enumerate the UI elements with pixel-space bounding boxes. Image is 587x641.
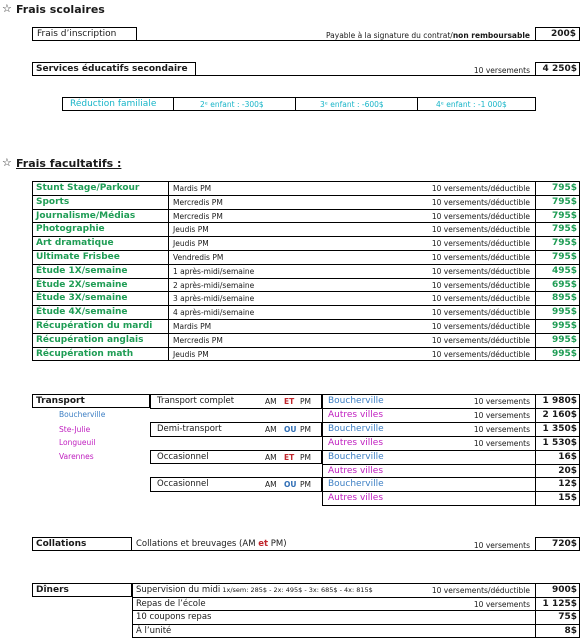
transport-zone: Boucherville: [328, 396, 384, 406]
conj-label: ET: [284, 397, 295, 406]
diner-note: 10 versements/déductible: [431, 586, 530, 595]
diner-desc: [136, 612, 211, 622]
conj-label: OU: [284, 480, 297, 490]
option-price: 995$: [551, 334, 577, 345]
row-divider: [322, 436, 580, 437]
option-name: Ultimate Frisbee: [36, 252, 120, 262]
transport-price: 15$: [558, 493, 577, 504]
option-name: Journalisme/Médias: [36, 210, 136, 221]
divider: [196, 75, 535, 76]
am-label: AM: [265, 424, 277, 434]
option-note: 10 versements/déductible: [431, 280, 530, 290]
row-divider: [32, 319, 580, 320]
row-divider: [322, 422, 580, 423]
transport-type: Demi-transport: [157, 423, 222, 434]
row-divider: [322, 477, 580, 478]
option-note: 10 versements/déductible: [431, 266, 530, 276]
option-price: 995$: [551, 307, 577, 318]
row-divider: [32, 347, 580, 348]
collations-desc: Collations et breuvages (AM et PM): [136, 539, 287, 549]
collations-note: 10 versements: [473, 541, 530, 550]
row-divider: [322, 464, 580, 465]
diner-desc: [136, 626, 171, 636]
row-divider: [32, 333, 580, 334]
reduction-label: Réduction familiale: [70, 99, 157, 109]
transport-type: Transport complet: [157, 396, 235, 406]
option-schedule: Mercredis PM: [173, 335, 223, 345]
diner-desc: [136, 599, 206, 609]
option-schedule: 4 après-midi/semaine: [173, 308, 255, 318]
row-divider: [322, 450, 580, 451]
option-price: 795$: [551, 210, 577, 221]
section-title-frais-scolaires: Frais scolaires: [16, 3, 105, 16]
transport-note: 10 versements: [473, 410, 530, 420]
option-note: 10 versements/déductible: [431, 349, 530, 359]
option-name: Étude 4X/semaine: [36, 307, 128, 318]
transport-zone: Boucherville: [328, 479, 384, 490]
row-divider: [322, 491, 580, 492]
star-icon: ☆: [2, 2, 12, 15]
option-price: 795$: [551, 196, 577, 207]
transport-price: 1 350$: [542, 423, 577, 434]
inscription-note: Payable à la signature du contrat/non remboursable: [325, 31, 530, 40]
services-label: Services éducatifs secondaire: [36, 64, 188, 74]
option-note: 10 versements/déductible: [431, 335, 530, 345]
option-schedule: Mercredis PM: [173, 211, 223, 221]
diner-price: 900$: [551, 585, 577, 595]
option-schedule: 2 après-midi/semaine: [173, 280, 255, 290]
diner-price: 1 125$: [542, 598, 577, 609]
collations-price: 720$: [551, 539, 577, 549]
option-note: 10 versements/déductible: [431, 239, 530, 249]
row-divider: [32, 222, 580, 223]
transport-price: 20$: [558, 465, 577, 476]
transport-type: Occasionnel: [157, 479, 209, 490]
option-schedule: Mercredis PM: [173, 197, 223, 207]
am-label: AM: [265, 397, 277, 406]
option-schedule: Mardis PM: [173, 322, 212, 331]
row-divider: [32, 209, 580, 210]
transport-zone: Boucherville: [328, 451, 384, 462]
diner-desc: [136, 585, 373, 595]
option-price: 995$: [551, 348, 577, 359]
option-note: 10 versements/déductible: [431, 253, 530, 262]
row-divider: [322, 408, 580, 409]
diner-desc-text: Repas de l’école: [136, 598, 206, 609]
conj-label: OU: [284, 424, 297, 434]
services-price: 4 250$: [542, 64, 577, 74]
section-title-facultatifs: Frais facultatifs :: [16, 157, 122, 170]
transport-zone: Autres villes: [328, 465, 384, 476]
reduction-4th: 4ᵉ enfant : -1 000$: [436, 100, 507, 109]
option-name: Stunt Stage/Parkour: [36, 183, 140, 193]
pm-label: PM: [300, 480, 311, 490]
row-divider: [132, 624, 580, 625]
transport-price: 1 980$: [542, 396, 577, 406]
city-longueuil: Longueuil: [59, 438, 96, 447]
transport-zone: Autres villes: [328, 493, 384, 504]
divider: [137, 40, 535, 41]
reduction-2nd: 2ᵉ enfant : -300$: [200, 100, 264, 109]
transport-note: 10 versements: [473, 438, 530, 448]
diner-desc-detail: 1x/sem: 285$ - 2x: 495$ - 3x: 685$ - 4x: 815$: [220, 586, 373, 594]
city-ste-julie: Ste-Julie: [59, 425, 91, 434]
diner-note: 10 versements: [473, 599, 530, 609]
transport-price: 2 160$: [542, 409, 577, 420]
option-name: Récupération anglais: [36, 334, 144, 345]
row-divider: [32, 195, 580, 196]
option-name: Étude 3X/semaine: [36, 293, 128, 304]
option-price: 795$: [551, 224, 577, 235]
reduction-3rd: 3ᵉ enfant : -600$: [320, 100, 384, 109]
option-schedule: Mardis PM: [173, 184, 212, 193]
option-note: 10 versements/déductible: [431, 294, 530, 304]
diner-desc-text: À l’unité: [136, 625, 172, 636]
transport-zone: Autres villes: [328, 409, 384, 420]
option-price: 495$: [551, 265, 577, 276]
pm-label: PM: [300, 397, 311, 406]
city-varennes: Varennes: [59, 452, 94, 461]
pm-label: PM: [300, 424, 311, 434]
diner-desc-text: Supervision du midi: [136, 585, 221, 595]
pm-label: PM: [300, 452, 311, 462]
option-price: 795$: [551, 252, 577, 262]
diner-price: 75$: [558, 612, 577, 622]
option-note: 10 versements/déductible: [431, 211, 530, 221]
option-note: 10 versements/déductible: [431, 225, 530, 235]
transport-label: Transport: [36, 396, 85, 406]
row-divider: [32, 264, 580, 265]
option-schedule: Jeudis PM: [173, 239, 209, 249]
divider: [173, 97, 174, 111]
inscription-price: 200$: [550, 29, 576, 39]
row-divider: [32, 250, 580, 251]
option-name: Sports: [36, 196, 70, 207]
am-label: AM: [265, 480, 277, 490]
divider: [295, 97, 296, 111]
diner-price: 8$: [564, 625, 577, 636]
option-schedule: 3 après-midi/semaine: [173, 294, 255, 304]
diner-desc-text: 10 coupons repas: [136, 612, 212, 622]
option-note: 10 versements/déductible: [431, 197, 530, 207]
transport-price: 16$: [558, 451, 577, 462]
transport-note: 10 versements: [473, 424, 530, 434]
star-icon: ☆: [2, 156, 12, 169]
divider: [132, 550, 535, 551]
row-divider: [132, 610, 580, 611]
option-name: Photographie: [36, 224, 105, 235]
option-schedule: 1 après-midi/semaine: [173, 266, 255, 276]
transport-type: Occasionnel: [157, 451, 209, 462]
option-schedule: Vendredis PM: [173, 253, 224, 262]
option-schedule: Jeudis PM: [173, 225, 209, 235]
option-schedule: Jeudis PM: [173, 349, 209, 359]
option-price: 895$: [551, 293, 577, 304]
transport-zone: Boucherville: [328, 423, 384, 434]
inscription-label: Frais d’inscription: [37, 29, 117, 39]
collations-label: Collations: [36, 539, 87, 549]
diners-label: Dîners: [36, 585, 69, 595]
option-note: 10 versements/déductible: [431, 184, 530, 193]
option-name: Récupération math: [36, 348, 134, 359]
option-name: Récupération du mardi: [36, 321, 153, 331]
row-divider: [32, 236, 580, 237]
option-price: 795$: [551, 183, 577, 193]
option-note: 10 versements/déductible: [431, 322, 530, 331]
transport-price: 1 530$: [542, 437, 577, 448]
transport-price: 12$: [558, 479, 577, 490]
city-boucherville: Boucherville: [59, 410, 106, 419]
row-divider: [132, 597, 580, 598]
option-note: 10 versements/déductible: [431, 308, 530, 318]
transport-note: 10 versements: [473, 397, 530, 406]
option-price: 795$: [551, 238, 577, 249]
option-price: 695$: [551, 279, 577, 290]
option-price: 995$: [551, 321, 577, 331]
option-name: Étude 1X/semaine: [36, 265, 128, 276]
divider: [417, 97, 418, 111]
transport-zone: Autres villes: [328, 437, 384, 448]
option-name: Art dramatique: [36, 238, 114, 249]
option-name: Étude 2X/semaine: [36, 279, 128, 290]
services-note: 10 versements: [473, 66, 530, 75]
am-label: AM: [265, 452, 277, 462]
conj-label: ET: [284, 452, 295, 462]
row-divider: [32, 278, 580, 279]
